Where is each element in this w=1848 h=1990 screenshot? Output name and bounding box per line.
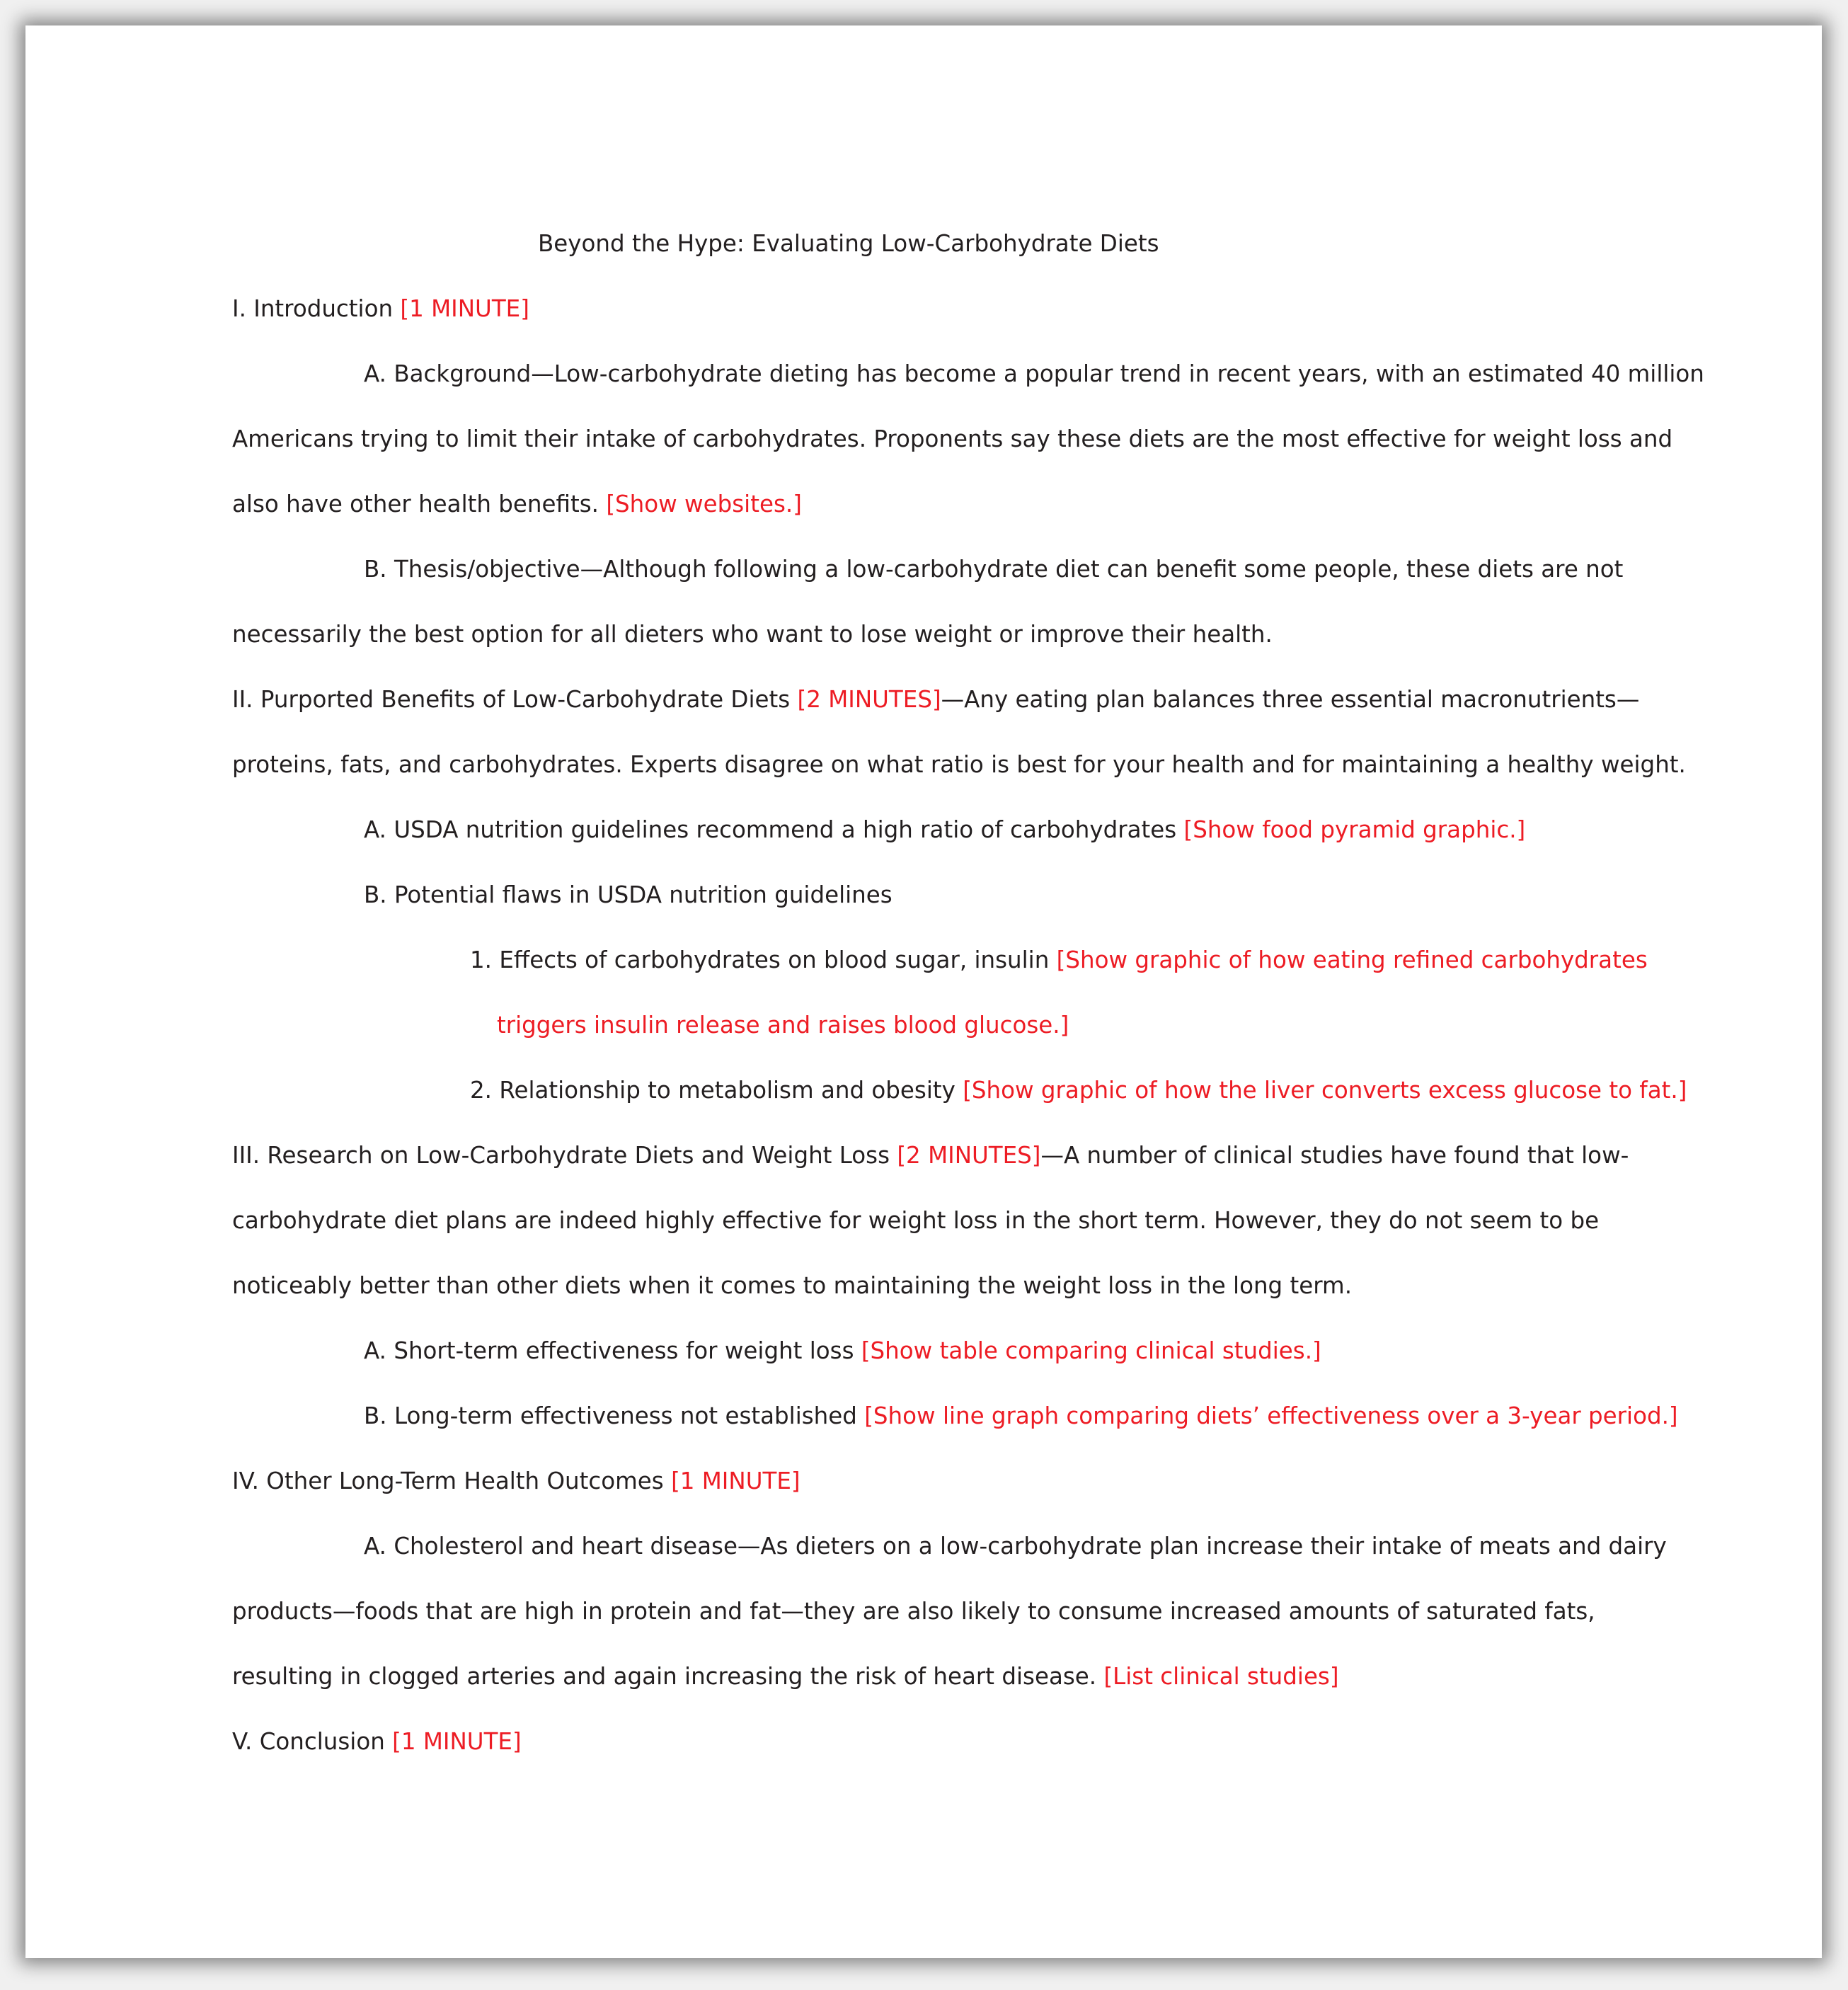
short-term-line: [364, 1339, 1321, 1363]
body-text: A. Short-term effectiveness for weight loss: [364, 1337, 854, 1364]
outline-title: Beyond the Hype: Evaluating Low-Carbohydrate Diets: [538, 230, 1159, 257]
section-heading: II. Purported Benefits of Low-Carbohydrate Diets: [232, 686, 791, 713]
presenter-note: [Show graphic of how eating refined carbohydrates: [1056, 947, 1648, 973]
body-text: B. Long-term effectiveness not established: [364, 1402, 857, 1429]
cholesterol-line-3: [232, 1665, 1339, 1688]
usda-flaws-line: B. Potential flaws in USDA nutrition guidelines: [364, 881, 893, 908]
thesis-line-1: B. Thesis/objective—Although following a low-carbohydrate diet can benefit some people, these diets are not: [364, 556, 1624, 583]
long-term-line: [364, 1402, 1678, 1429]
thesis-line-2: necessarily the best option for all dieters who want to lose weight or improve their health.: [232, 621, 1273, 648]
metabolism-line: [470, 1079, 1687, 1102]
section-benefits-line: [232, 688, 1639, 711]
time-note: [1 MINUTE]: [671, 1468, 800, 1494]
background-line-2: Americans trying to limit their intake of carbohydrates. Proponents say these diets are the most effective for weight loss and: [232, 425, 1673, 452]
body-text: also have other health benefits.: [232, 491, 599, 517]
document-page: [25, 25, 1822, 1958]
research-line-3: noticeably better than other diets when it comes to maintaining the weight loss in the long term.: [232, 1272, 1353, 1299]
body-text: A. USDA nutrition guidelines recommend a high ratio of carbohydrates: [364, 816, 1177, 843]
section-heading: III. Research on Low-Carbohydrate Diets and Weight Loss: [232, 1142, 890, 1169]
section-heading: I. Introduction: [232, 295, 394, 322]
presenter-note: [Show websites.]: [606, 491, 802, 517]
section-outcomes-line: [232, 1470, 800, 1493]
presenter-note: [Show graphic of how the liver converts excess glucose to fat.]: [963, 1077, 1687, 1104]
body-text: resulting in clogged arteries and again increasing the risk of heart disease.: [232, 1663, 1097, 1690]
body-text: —Any eating plan balances three essential macronutrients—: [941, 686, 1640, 713]
section-research-line: [232, 1144, 1629, 1167]
cholesterol-line-1: A. Cholesterol and heart disease—As dieters on a low-carbohydrate plan increase their intake of meats and dairy: [364, 1533, 1667, 1560]
body-text: —A number of clinical studies have found that low-: [1040, 1142, 1629, 1169]
presenter-note: [List clinical studies]: [1103, 1663, 1339, 1690]
background-line-3: [232, 493, 802, 516]
body-text: 1. Effects of carbohydrates on blood sugar, insulin: [470, 947, 1050, 973]
presenter-note: [Show line graph comparing diets’ effectiveness over a 3-year period.]: [864, 1402, 1678, 1429]
section-heading: IV. Other Long-Term Health Outcomes: [232, 1468, 664, 1494]
benefits-line-2: proteins, fats, and carbohydrates. Experts disagree on what ratio is best for your health and for maintaining a healthy weight.: [232, 751, 1686, 778]
time-note: [1 MINUTE]: [400, 295, 529, 322]
usda-guidelines-line: [364, 818, 1525, 842]
blood-sugar-note-line-2: triggers insulin release and raises blood glucose.]: [497, 1012, 1069, 1039]
cholesterol-line-2: products—foods that are high in protein and fat—they are also likely to consume increased amounts of saturated fats,: [232, 1598, 1595, 1625]
time-note: [2 MINUTES]: [897, 1142, 1041, 1169]
body-text: 2. Relationship to metabolism and obesity: [470, 1077, 955, 1104]
section-conclusion-line: [232, 1730, 522, 1754]
background-line-1: A. Background—Low-carbohydrate dieting has become a popular trend in recent years, with an estimated 40 million: [364, 360, 1704, 387]
section-introduction-line: [232, 297, 529, 321]
section-heading: V. Conclusion: [232, 1728, 385, 1755]
blood-sugar-line-1: [470, 949, 1648, 972]
presenter-note: [Show food pyramid graphic.]: [1183, 816, 1526, 843]
time-note: [2 MINUTES]: [797, 686, 941, 713]
time-note: [1 MINUTE]: [392, 1728, 522, 1755]
presenter-note: [Show table comparing clinical studies.]: [861, 1337, 1321, 1364]
research-line-2: carbohydrate diet plans are indeed highly effective for weight loss in the short term. However, they do not seem to be: [232, 1207, 1600, 1234]
